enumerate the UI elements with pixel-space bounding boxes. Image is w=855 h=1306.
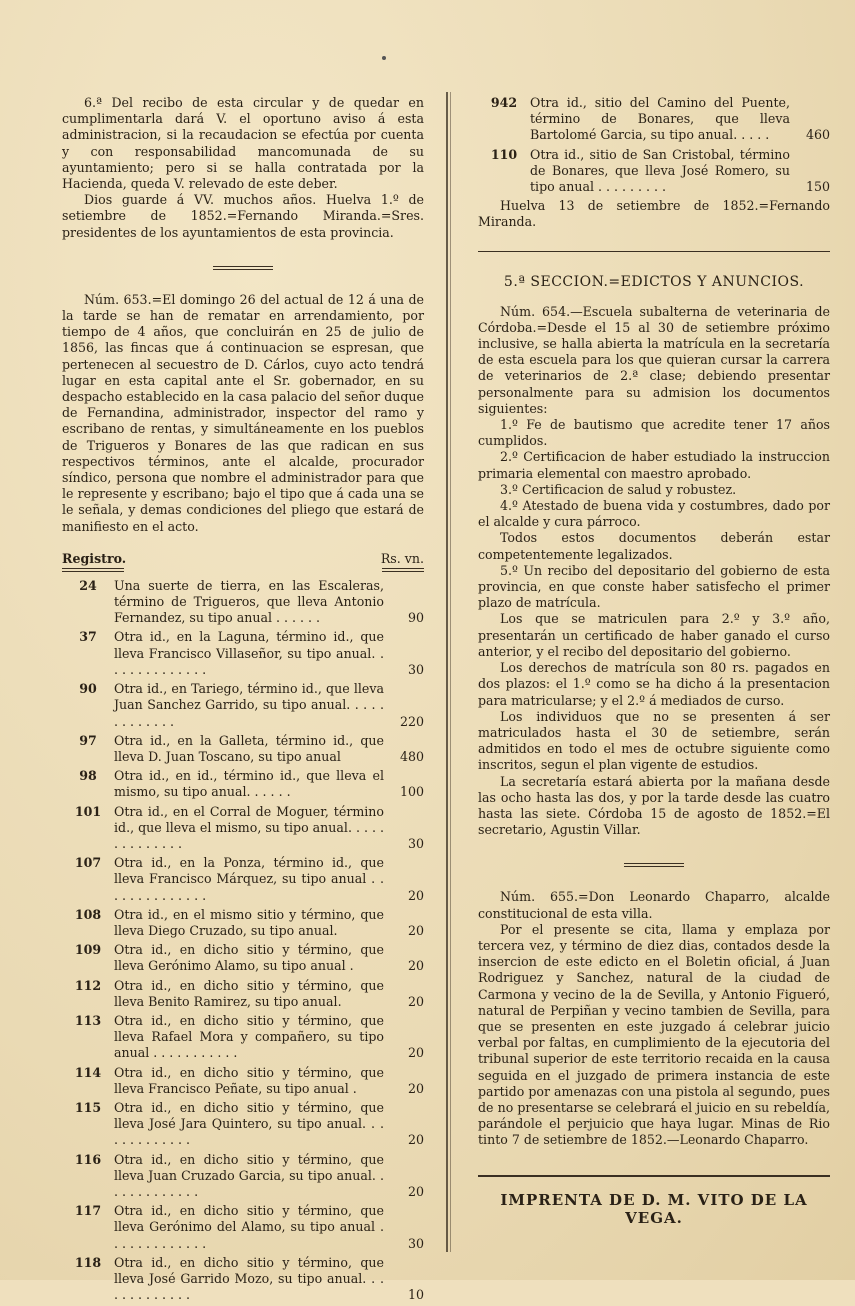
registry-value: 30	[407, 661, 424, 677]
circular-paragraph-6: 6.ª Del recibo de esta circular y de quedar en cumplimentarla dará V. el oportuno aviso á esta administracion, si la recaudacion se efectúa por cuenta y con responsabilidad mancomunada de su ayuntamiento; pero si se halla contratada por la Hacienda, queda V. relevado de este deber.	[62, 95, 424, 192]
registry-value: 30	[407, 835, 424, 851]
registry-number: 109	[74, 942, 102, 958]
registry-description: Otra id., sitio de San Cristobal, término de Bonares, que lleva José Romero, su tipo anual . . . . . . . . .	[530, 146, 790, 195]
registry-entry	[62, 681, 424, 730]
printer-imprint: IMPRENTA DE D. M. VITO DE LA VEGA.	[500, 1190, 808, 1227]
registry-description: Otra id., en dicho sitio y término, que lleva Gerónimo Alamo, su tipo anual .	[114, 942, 384, 974]
registry-entry	[62, 629, 424, 678]
registry-description: Otra id., en id., término id., que lleva el mismo, su tipo anual. . . . . .	[114, 768, 384, 800]
registry-entry	[62, 768, 424, 800]
separator-2	[478, 852, 830, 871]
registry-entry	[62, 1100, 424, 1149]
registry-description: Otra id., en dicho sitio y término, que lleva José Garrido Mozo, su tipo anual. . . . . . . . . . . . .	[114, 1254, 384, 1303]
registry-value: 150	[805, 179, 830, 195]
registry-number: 37	[79, 629, 97, 645]
registry-value: 480	[399, 748, 424, 764]
registry-description: Otra id., en dicho sitio y término, que lleva Gerónimo del Alamo, su tipo anual . . . . . . . . . . . . .	[114, 1203, 384, 1251]
notice-654-paragraph: 1.º Fe de bautismo que acredite tener 17 años cumplidos.	[478, 417, 830, 449]
registry-description: Otra id., sitio del Camino del Puente, término de Bonares, que lleva Bartolomé Garcia, su tipo anual. . . . .	[530, 95, 790, 143]
registry-list	[62, 578, 424, 1304]
registry-list-continued	[478, 95, 830, 195]
registry-entry	[62, 804, 424, 853]
notice-654-paragraph: Los que se matriculen para 2.º y 3.º año, presentarán un certificado de haber ganado el curso anterior, y el recibo del depositario del gobierno.	[478, 611, 830, 659]
section-rule	[478, 251, 830, 252]
registry-value: 20	[407, 922, 424, 938]
notice-654-paragraph: La secretaría estará abierta por la mañana desde las ocho hasta las dos, y por la tarde desde las cuatro hasta las siete. Córdoba 15 de agosto de 1852.=El secretario, Agustin Villar.	[478, 773, 830, 838]
registry-label: Registro.	[62, 550, 127, 566]
registry-description: Otra id., en la Ponza, término id., que lleva Francisco Márquez, su tipo anual . . . . . . . . . . . . . .	[114, 855, 384, 903]
registry-value: 20	[407, 958, 424, 974]
registry-value: 20	[407, 1132, 424, 1148]
column-divider	[446, 92, 448, 1252]
registry-rules	[62, 568, 424, 572]
registry-value: 100	[399, 784, 424, 800]
registry-number: 107	[74, 855, 102, 871]
registry-number: 116	[74, 1151, 102, 1167]
registry-number: 98	[79, 768, 97, 784]
registry-description: Otra id., en Tariego, término id., que lleva Juan Sanchez Garrido, su tipo anual. . . . . . . . . . . . .	[114, 681, 384, 729]
registry-value: 30	[407, 1235, 424, 1251]
registry-value: 90	[407, 610, 424, 626]
notice-654-paragraph: Los individuos que no se presenten á ser matriculados hasta el 30 de setiembre, serán admitidos en todo el mes de octubre siguiente como inscritos, segun el plan vigente de estudios.	[478, 708, 830, 773]
notice-654-paragraph: 4.º Atestado de buena vida y costumbres, dado por el alcalde y cura párroco.	[478, 498, 830, 530]
registry-number: 117	[74, 1203, 102, 1219]
notice-654	[478, 304, 830, 839]
registry-description: Otra id., en el mismo sitio y término, que lleva Diego Cruzado, su tipo anual.	[114, 906, 384, 938]
registry-value: 20	[407, 1183, 424, 1199]
ink-dot	[382, 56, 386, 60]
section-title: 5.ª SECCION.=EDICTOS Y ANUNCIOS.	[503, 273, 805, 290]
right-column	[478, 95, 830, 1227]
registry-number: 110	[490, 146, 518, 162]
registry-description: Otra id., en el Corral de Moguer, término id., que lleva el mismo, su tipo anual. . . . . . . . . . . . . .	[114, 803, 384, 851]
notice-654-paragraph: 2.º Certificacion de haber estudiado la instruccion primaria elemental con maestro aprobado.	[478, 449, 830, 481]
separator	[62, 255, 424, 274]
registry-number: 112	[74, 977, 102, 993]
registry-description: Otra id., en dicho sitio y término, que lleva Benito Ramirez, su tipo anual.	[114, 977, 384, 1009]
registry-description: Otra id., en dicho sitio y término, que lleva Francisco Peñate, su tipo anual .	[114, 1064, 384, 1096]
registry-number: 108	[74, 906, 102, 922]
registry-entry	[62, 1065, 424, 1097]
registry-value: 20	[407, 887, 424, 903]
notice-653: Núm. 653.=El domingo 26 del actual de 12 á una de la tarde se han de rematar en arrendamiento, por tiempo de 4 años, que concluirán en 25 de julio de 1856, las fincas que á continuacion se espresan, que pertenecen al secuestro de D. Cárlos, cuyo acto tendrá lugar en esta capital ante el Sr. gobernador, en su despacho establecido en la casa palacio del señor duque de Fernandina, administrador, inspector del ramo y escribano de rentas, y simultáneamente en los pueblos de Trigueros y Bonares de las que radican en sus respectivos términos, ante el alcalde, procurador síndico, persona que nombre el administrador para que le represente y escribano; bajo el tipo que á cada una se le señala, y demas condiciones del pliego que estará de manifiesto en el acto.	[62, 291, 424, 534]
registry-description: Otra id., en dicho sitio y término, que lleva José Jara Quintero, su tipo anual. . . . . . . . . . . . .	[114, 1099, 384, 1148]
notice-654-paragraph: 5.º Un recibo del depositario del gobierno de esta provincia, en que conste haber satisfecho el primer plazo de matrícula.	[478, 562, 830, 611]
registry-entry	[62, 907, 424, 939]
registry-entry	[62, 978, 424, 1010]
registry-number: 90	[79, 681, 97, 697]
notice-654-paragraph: Los derechos de matrícula son 80 rs. pagados en dos plazos: el 1.º como se ha dicho á la presentacion para matricularse; y el 2.º á mediados de curso.	[478, 660, 830, 708]
notice-655-head: Núm. 655.=Don Leonardo Chaparro, alcalde constitucional de esta villa.	[478, 889, 830, 921]
registry-description: Otra id., en la Galleta, término id., que lleva D. Juan Toscano, su tipo anual	[114, 732, 384, 764]
left-column	[62, 95, 424, 1306]
registry-number: 115	[74, 1099, 102, 1115]
notice-655-body: Por el presente se cita, llama y emplaza por tercera vez, y término de diez dias, contados desde la insercion de este edicto en el Boletin oficial, á Juan Rodriguez y Sanchez, natural de la ciudad de Carmona y vecino de la de Sevilla, y Antonio Figueró, natural de Perpiñan y vecino tambien de Sevilla, para que se presenten en este juzgado á celebrar juicio verbal por faltas, en cumplimiento de la ejecutoria del tribunal superior de este territorio recaida en la causa seguida en el juzgado de primera instancia de este partido por amenazas con una pistola al segundo, pues de no presentarse se celebrará el juicio en su rebeldía, parándole el perjuicio que haya lugar. Minas de Rio tinto 7 de setiembre de 1852.—Leonardo Chaparro.	[478, 921, 830, 1148]
registry-number: 942	[490, 95, 518, 110]
registry-entry	[62, 855, 424, 904]
registry-entry	[478, 147, 830, 196]
registry-entry	[62, 1152, 424, 1201]
registry-value: 460	[805, 127, 830, 143]
registry-description: Una suerte de tierra, en las Escaleras, término de Trigueros, que lleva Antonio Fernandez, su tipo anual . . . . . .	[114, 577, 384, 626]
notice-654-paragraph: Todos estos documentos deberán estar competentemente legalizados.	[478, 530, 830, 562]
registry-number: 114	[74, 1064, 102, 1080]
registry-entry	[62, 942, 424, 974]
registry-description: Otra id., en dicho sitio y término, que lleva Rafael Mora y compañero, su tipo anual . . . . . . . . . . .	[114, 1012, 384, 1061]
registry-entry	[62, 1203, 424, 1252]
registry-entry	[62, 1013, 424, 1062]
column-divider-inner	[450, 92, 451, 1252]
notice-654-paragraph: Núm. 654.—Escuela subalterna de veterinaria de Córdoba.=Desde el 15 al 30 de setiembre próximo inclusive, se halla abierta la matrícula en la secretaría de esta escuela para los que quieran cursar la carrera de veterinarios de 2.ª clase; debiendo presentar personalmente para su admision los documentos siguientes:	[478, 303, 830, 416]
registry-entry	[62, 1255, 424, 1304]
registry-entry	[478, 95, 830, 144]
registry-value: 20	[407, 993, 424, 1009]
registry-value: 20	[407, 1045, 424, 1061]
registry-number: 101	[74, 803, 102, 819]
currency-label: Rs. vn.	[380, 550, 424, 566]
registry-number: 24	[79, 577, 97, 593]
registry-entry	[62, 733, 424, 765]
registry-number: 113	[74, 1012, 102, 1028]
huelva-signature: Huelva 13 de setiembre de 1852.=Fernando Miranda.	[478, 198, 830, 230]
footer-rules	[478, 1175, 830, 1177]
registry-value: 20	[407, 1080, 424, 1096]
notice-654-paragraph: 3.º Certificacion de salud y robustez.	[500, 481, 737, 497]
signature-paragraph: Dios guarde á VV. muchos años. Huelva 1.º de setiembre de 1852.=Fernando Miranda.=Sres. presidentes de los ayuntamientos de esta provincia.	[62, 192, 424, 240]
registry-header	[62, 551, 424, 566]
registry-description: Otra id., en la Laguna, término id., que lleva Francisco Villaseñor, su tipo anual. . . . . . . . . . . . . .	[114, 629, 384, 677]
registry-number: 97	[79, 732, 97, 748]
registry-value: 220	[399, 713, 424, 729]
registry-description: Otra id., en dicho sitio y término, que lleva Juan Cruzado Garcia, su tipo anual. . . . . . . . . . . . .	[114, 1151, 384, 1199]
registry-entry	[62, 578, 424, 627]
registry-value: 10	[407, 1287, 424, 1303]
registry-number: 118	[74, 1254, 102, 1270]
